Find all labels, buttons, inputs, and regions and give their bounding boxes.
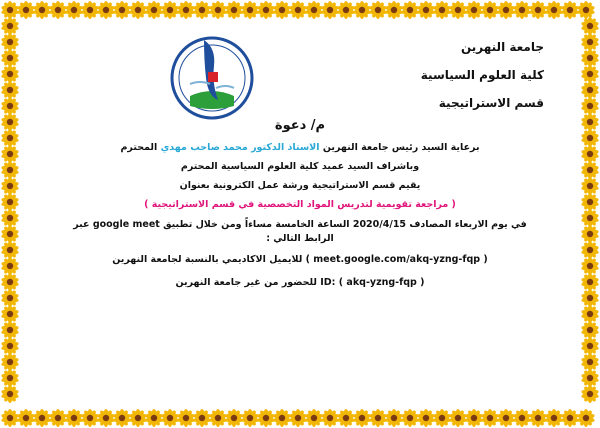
sunflower-icon bbox=[241, 1, 259, 19]
sunflower-icon bbox=[581, 369, 599, 387]
sunflower-icon bbox=[581, 81, 599, 99]
sunflower-icon bbox=[321, 1, 339, 19]
sunflower-icon bbox=[81, 409, 99, 427]
sunflower-icon bbox=[321, 409, 339, 427]
sunflower-icon bbox=[97, 409, 115, 427]
sunflower-icon bbox=[241, 409, 259, 427]
sunflower-icon bbox=[1, 289, 19, 307]
sunflower-icon bbox=[1, 113, 19, 131]
sunflower-icon bbox=[1, 1, 19, 19]
sunflower-icon bbox=[529, 409, 547, 427]
sunflower-icon bbox=[1, 65, 19, 83]
sunflower-icon bbox=[417, 409, 435, 427]
sunflower-icon bbox=[33, 409, 51, 427]
sunflower-icon bbox=[581, 33, 599, 51]
sunflower-icon bbox=[513, 409, 531, 427]
sunflower-icon bbox=[581, 161, 599, 179]
sunflower-icon bbox=[17, 1, 35, 19]
sunflower-icon bbox=[17, 409, 35, 427]
sunflower-icon bbox=[581, 65, 599, 83]
sunflower-icon bbox=[545, 1, 563, 19]
sunflower-icon bbox=[369, 409, 387, 427]
sunflower-icon bbox=[1, 177, 19, 195]
sunflower-icon bbox=[1, 193, 19, 211]
supervision-line: وباشراف السيد عميد كلية العلوم السياسية المحترم bbox=[180, 161, 420, 172]
sunflower-icon bbox=[1, 129, 19, 147]
sunflower-icon bbox=[337, 409, 355, 427]
sunflower-icon bbox=[1, 241, 19, 259]
invitation-content bbox=[22, 22, 578, 406]
sunflower-icon bbox=[1, 225, 19, 243]
sunflower-icon bbox=[113, 1, 131, 19]
sunflower-icon bbox=[433, 409, 451, 427]
sunflower-icon bbox=[209, 409, 227, 427]
sunflower-icon bbox=[145, 1, 163, 19]
sunflower-icon bbox=[581, 129, 599, 147]
academic-link-line: ( meet.google.com/akq-yzng-fqp ) للايميل الاكاديمي بالنسبة لجامعة النهرين bbox=[112, 254, 488, 265]
sunflower-icon bbox=[561, 1, 579, 19]
sunflower-icon bbox=[33, 1, 51, 19]
sunflower-icon bbox=[581, 17, 599, 35]
sunflower-icon bbox=[1, 49, 19, 67]
sunflower-icon bbox=[177, 409, 195, 427]
sunflower-icon bbox=[465, 1, 483, 19]
sunflower-icon bbox=[353, 1, 371, 19]
sunflower-icon bbox=[581, 209, 599, 227]
sunflower-icon bbox=[129, 1, 147, 19]
sunflower-icon bbox=[581, 241, 599, 259]
sunflower-icon bbox=[1, 17, 19, 35]
sunflower-icon bbox=[289, 409, 307, 427]
sunflower-icon bbox=[145, 409, 163, 427]
invitation-title: م/ دعوة bbox=[274, 118, 326, 133]
sponsor-line bbox=[62, 142, 538, 153]
sunflower-icon bbox=[193, 409, 211, 427]
sunflower-icon bbox=[581, 337, 599, 355]
sunflower-icon bbox=[581, 305, 599, 323]
sunflower-icon bbox=[81, 1, 99, 19]
sunflower-icon bbox=[581, 49, 599, 67]
sunflower-icon bbox=[581, 177, 599, 195]
sunflower-icon bbox=[581, 113, 599, 131]
sunflower-icon bbox=[1, 321, 19, 339]
sunflower-icon bbox=[581, 97, 599, 115]
sunflower-icon bbox=[49, 409, 67, 427]
sunflower-icon bbox=[401, 1, 419, 19]
schedule-line: في يوم الاربعاء المصادف 2020/4/15 الساعة الخامسة مساءاً ومن خلال تطبيق google meet عبر الرابط التالي : bbox=[73, 219, 527, 244]
sunflower-icon bbox=[417, 1, 435, 19]
sunflower-icon bbox=[65, 1, 83, 19]
sunflower-icon bbox=[369, 1, 387, 19]
sunflower-icon bbox=[581, 273, 599, 291]
sunflower-icon bbox=[193, 1, 211, 19]
sunflower-icon bbox=[577, 1, 595, 19]
sunflower-icon bbox=[481, 1, 499, 19]
sunflower-icon bbox=[1, 81, 19, 99]
external-link-line: ID: ( akq-yzng-fqp ) للحضور من غير جامعة النهرين bbox=[175, 277, 425, 288]
sunflower-icon bbox=[581, 257, 599, 275]
sunflower-icon bbox=[465, 409, 483, 427]
sunflower-icon bbox=[1, 257, 19, 275]
sunflower-icon bbox=[305, 409, 323, 427]
sunflower-icon bbox=[1, 161, 19, 179]
sunflower-icon bbox=[385, 409, 403, 427]
letterhead bbox=[344, 40, 544, 124]
sunflower-icon bbox=[113, 409, 131, 427]
sunflower-icon bbox=[1, 273, 19, 291]
sunflower-icon bbox=[97, 1, 115, 19]
department-name: قسم الاستراتيجية bbox=[438, 96, 544, 110]
sunflower-icon bbox=[561, 409, 579, 427]
sunflower-icon bbox=[161, 409, 179, 427]
sunflower-icon bbox=[401, 409, 419, 427]
sunflower-icon bbox=[1, 385, 19, 403]
organizer-line: يقيم قسم الاستراتيجية ورشة عمل الكترونية بعنوان bbox=[179, 180, 421, 191]
sunflower-icon bbox=[257, 1, 275, 19]
sunflower-icon bbox=[481, 409, 499, 427]
sunflower-icon bbox=[225, 409, 243, 427]
sunflower-icon bbox=[1, 97, 19, 115]
sunflower-icon bbox=[209, 1, 227, 19]
sunflower-icon bbox=[1, 33, 19, 51]
sunflower-icon bbox=[433, 1, 451, 19]
sunflower-icon bbox=[577, 409, 595, 427]
university-seal-icon bbox=[160, 26, 264, 130]
sponsor-suffix: المحترم bbox=[120, 142, 158, 153]
sunflower-icon bbox=[49, 1, 67, 19]
sunflower-icon bbox=[257, 409, 275, 427]
sponsor-prefix: برعاية السيد رئيس جامعة النهرين bbox=[322, 142, 480, 153]
sunflower-icon bbox=[581, 193, 599, 211]
sunflower-icon bbox=[65, 409, 83, 427]
sunflower-icon bbox=[273, 1, 291, 19]
sunflower-icon bbox=[337, 1, 355, 19]
sunflower-icon bbox=[1, 369, 19, 387]
sunflower-icon bbox=[1, 305, 19, 323]
sunflower-icon bbox=[497, 1, 515, 19]
sunflower-icon bbox=[449, 409, 467, 427]
sunflower-icon bbox=[385, 1, 403, 19]
sunflower-icon bbox=[449, 1, 467, 19]
sunflower-icon bbox=[581, 145, 599, 163]
sunflower-icon bbox=[581, 289, 599, 307]
sunflower-icon bbox=[581, 385, 599, 403]
workshop-title: ( مراجعة تقويمية لتدريس المواد التخصصية في قسم الاستراتيجية ) bbox=[144, 199, 456, 210]
university-name: جامعة النهرين bbox=[460, 40, 544, 54]
sunflower-icon bbox=[129, 409, 147, 427]
sunflower-icon bbox=[1, 337, 19, 355]
sunflower-icon bbox=[581, 353, 599, 371]
sunflower-icon bbox=[545, 409, 563, 427]
sunflower-icon bbox=[513, 1, 531, 19]
sunflower-icon bbox=[161, 1, 179, 19]
sunflower-icon bbox=[1, 353, 19, 371]
sunflower-icon bbox=[225, 1, 243, 19]
sponsor-name: الاستاذ الدكتور محمد صاحب مهدي bbox=[160, 142, 320, 153]
sunflower-icon bbox=[273, 409, 291, 427]
sunflower-icon bbox=[581, 321, 599, 339]
sunflower-icon bbox=[305, 1, 323, 19]
sunflower-icon bbox=[581, 225, 599, 243]
sunflower-icon bbox=[289, 1, 307, 19]
sunflower-icon bbox=[497, 409, 515, 427]
college-name: كلية العلوم السياسية bbox=[420, 68, 544, 82]
sunflower-icon bbox=[529, 1, 547, 19]
sunflower-icon bbox=[353, 409, 371, 427]
sunflower-icon bbox=[1, 145, 19, 163]
sunflower-icon bbox=[177, 1, 195, 19]
sunflower-icon bbox=[1, 409, 19, 427]
sunflower-icon bbox=[1, 209, 19, 227]
